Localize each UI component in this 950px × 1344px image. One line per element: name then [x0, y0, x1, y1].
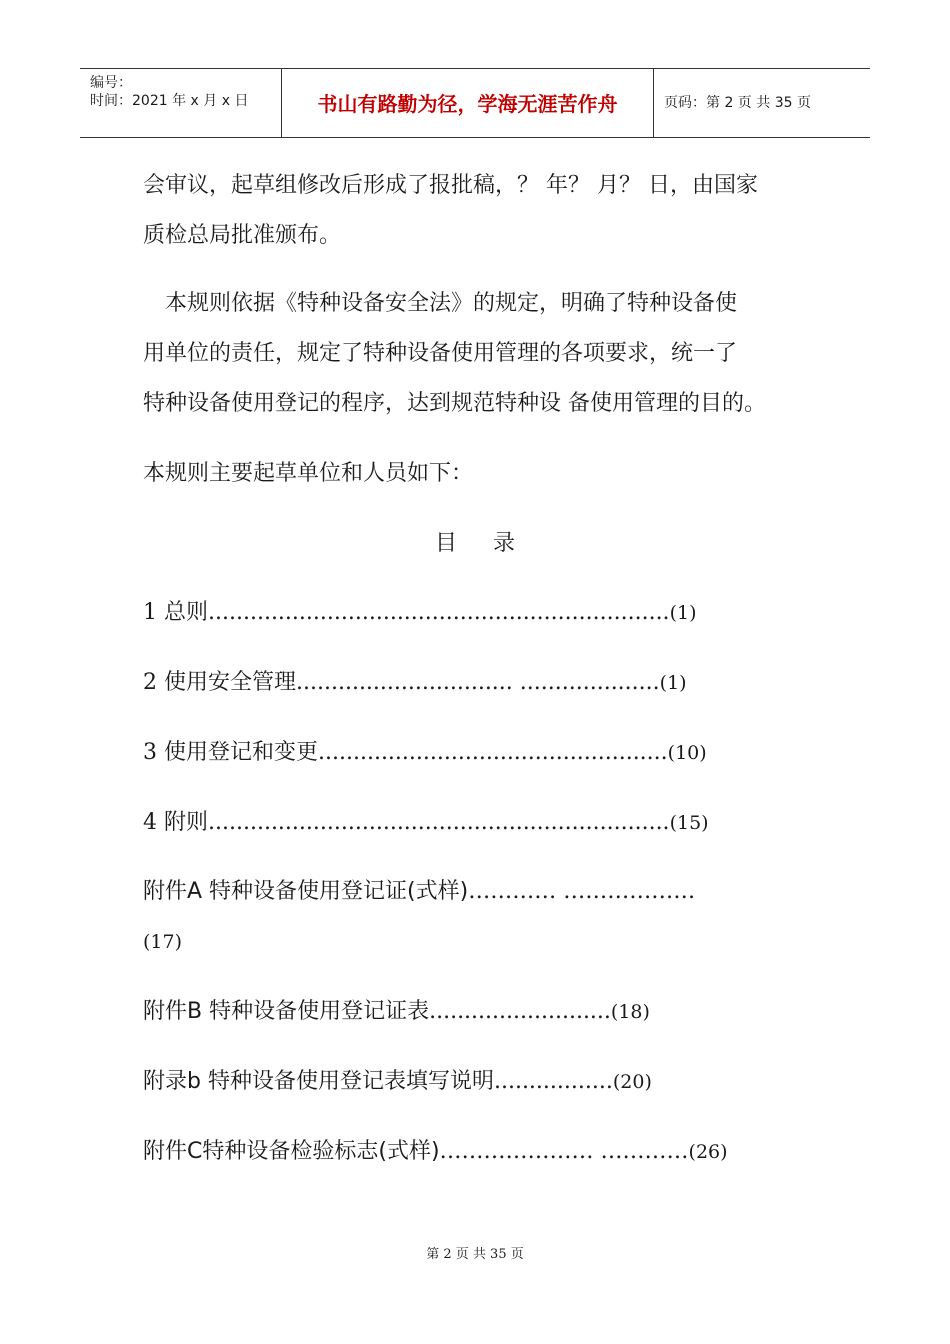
toc-title: 目录	[434, 531, 551, 556]
toc-entry-number: 2	[143, 670, 157, 695]
toc-entry-label: 使用安全管理	[157, 670, 296, 695]
toc-entry-dots: ………………… …………	[439, 1139, 689, 1164]
toc-entry-page: (15)	[669, 812, 709, 834]
toc-entry-label: 附件A 特种设备使用登记证(式样)	[143, 879, 469, 904]
toc-entry-number: 1	[143, 600, 157, 625]
number-label: 编号：	[90, 75, 132, 91]
toc-entry-label: 附件C特种设备检验标志(式样)	[143, 1139, 440, 1164]
toc-entry-label: 附则	[157, 810, 208, 835]
toc-entry-dots: ………… ………………	[468, 879, 696, 904]
body-line-3: 本规则依据《特种设备安全法》的规定，明确了特种设备使	[143, 291, 738, 316]
body-line-4: 用单位的责任，规定了特种设备使用管理的各项要求，统一了	[143, 341, 738, 366]
body-line-6: 本规则主要起草单位和人员如下：	[143, 461, 474, 486]
header-motto: 书山有路勤为径，学海无涯苦作舟	[317, 92, 618, 116]
toc-entry-page: (17)	[143, 931, 183, 953]
toc-entry-page: (26)	[688, 1141, 728, 1163]
toc-entry-label: 总则	[157, 600, 208, 625]
toc-entry-label: 使用登记和变更	[157, 740, 318, 765]
toc-entry[interactable]	[143, 809, 709, 837]
body-line-5: 特种设备使用登记的程序，达到规范特种设 备使用管理的目的。	[143, 391, 766, 416]
toc-entry[interactable]	[143, 739, 707, 767]
toc-entry-dots: ..................................................	[318, 740, 668, 765]
header-motto-cell	[282, 69, 654, 137]
body-line-1: 会审议，起草组修改后形成了报批稿，？ 年？ 月？ 日，由国家	[143, 173, 758, 198]
header-page-info: 页码：第 2 页 共 35 页	[664, 95, 811, 111]
toc-entry[interactable]	[143, 599, 696, 627]
toc-entry-page: (10)	[667, 742, 707, 764]
time-label: 时间：2021 年 x 月 x 日	[90, 93, 249, 109]
toc-entry-dots: ..................................................................	[208, 810, 670, 835]
toc-entry-number: 4	[143, 810, 157, 835]
toc-entry-dots: ............................... ....................	[296, 670, 660, 695]
toc-entry[interactable]	[143, 878, 695, 906]
page-header	[80, 68, 870, 138]
toc-entry-label: 附录b 特种设备使用登记表填写说明	[143, 1069, 494, 1094]
toc-entry-continuation[interactable]	[143, 928, 182, 956]
toc-entry-page: (20)	[612, 1071, 652, 1093]
toc-entry-page: (1)	[669, 602, 697, 624]
toc-entry-dots: ..................................................................	[208, 600, 670, 625]
toc-entry-dots: .................	[493, 1069, 613, 1094]
toc-entry[interactable]	[143, 1138, 728, 1166]
toc-entry-number: 3	[143, 740, 157, 765]
header-info-cell	[80, 69, 282, 137]
toc-entry-label: 附件B 特种设备使用登记证表	[143, 999, 430, 1024]
toc-entry-page: (18)	[610, 1001, 650, 1023]
toc-entry-page: (1)	[659, 672, 687, 694]
header-page-cell	[654, 69, 870, 137]
toc-entry-dots: ..........................	[429, 999, 611, 1024]
toc-entry[interactable]	[143, 998, 650, 1026]
page-footer: 第 2 页 共 35 页	[426, 1247, 524, 1262]
toc-entry[interactable]	[143, 669, 687, 697]
body-line-2: 质检总局批准颁布。	[143, 223, 342, 248]
toc-entry[interactable]	[143, 1068, 652, 1096]
